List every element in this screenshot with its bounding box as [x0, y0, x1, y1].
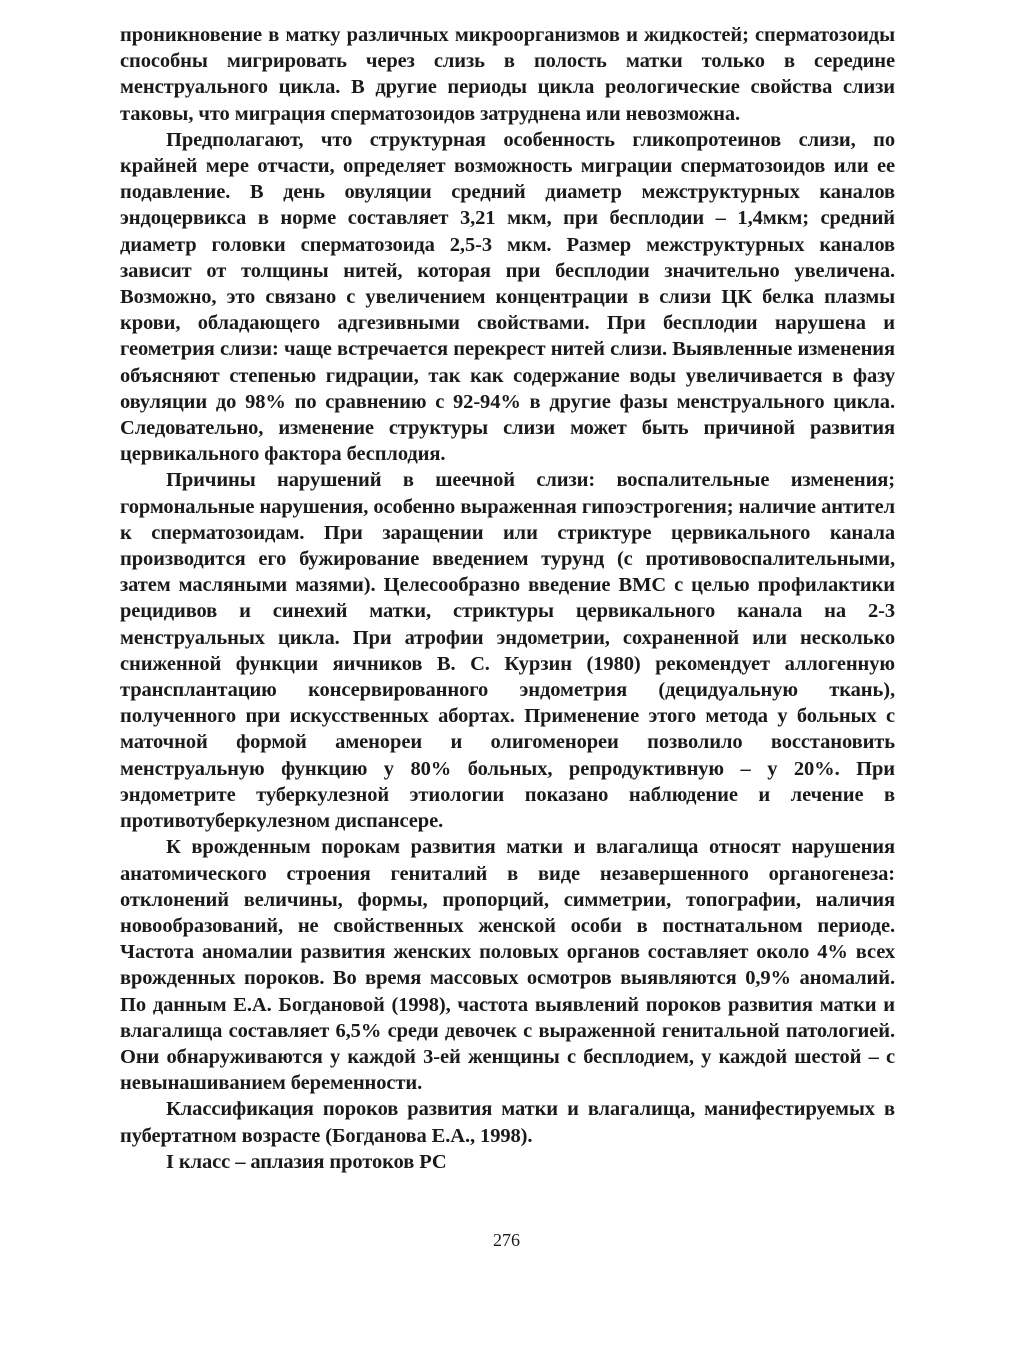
paragraph-classification-intro: Классификация пороков развития матки и влагалища, манифестируемых в пубертатном возрасте (Богданова Е.А., 1998). [120, 1098, 895, 1147]
paragraph-continuation: проникновение в матку различных микроорганизмов и жидкостей; сперматозоиды способны мигрировать через слизь в полость матки только в середине менструального цикла. В другие периоды цикла реологические свойства слизи таковы, что миграция сперматозоидов затруднена или невозможна. [120, 24, 895, 125]
page-number: 276 [493, 1230, 520, 1250]
body-text [120, 22, 895, 1175]
paragraph-glycoprotein-mucus: Предполагают, что структурная особенность гликопротеинов слизи, по крайней мере отчасти, определяет возможность миграции сперматозоидов или ее подавление. В день овуляции средний диаметр межструктурных каналов эндоцервикса в норме составляет 3,21 мкм, при бесплодии – 1,4мкм; средний диаметр головки сперматозоида 2,5-3 мкм. Размер межструктурных каналов зависит от толщины нитей, которая при бесплодии значительно увеличена. Возможно, это связано с увеличением концентрации в слизи ЦК белка плазмы крови, обладающего адгезивными свойствами. При бесплодии нарушена и геометрия слизи: чаще встречается перекрест нитей слизи. Выявленные изменения объясняют степенью гидрации, так как содержание воды увеличивается в фазу овуляции до 98% по сравнению с 92-94% в другие фазы менструального цикла. Следовательно, изменение структуры слизи может быть причиной развития цервикального фактора бесплодия. [120, 128, 895, 466]
paragraph-congenital-malformations: К врожденным порокам развития матки и влагалища относят нарушения анатомического строения гениталий в виде незавершенного органогенеза: отклонений величины, формы, пропорций, симметрии, топографии, наличия новообразований, не свойственных женской особи в постнатальном периоде. Частота аномалии развития женских половых органов составляет около 4% всех врожденных пороков. Во время массовых осмотров выявляются 0,9% аномалий. По данным Е.А. Богдановой (1998), частота выявлений пороков развития матки и влагалища составляет 6,5% среди девочек с выраженной генитальной патологией. Они обнаруживаются у каждой 3-ей женщины с бесплодием, у каждой шестой – с невынашиванием беременности. [120, 836, 895, 1095]
paragraph-cervical-mucus-causes: Причины нарушений в шеечной слизи: воспалительные изменения; гормональные нарушения, особенно выраженная гипоэстрогения; наличие антител к сперматозоидам. При заращении или стриктуре цервикального канала производится его бужирование введением турунд (с противовоспалительными, затем масляными мазями). Целесообразно введение ВМС с целью профилактики рецидивов и синехий матки, стриктуры цервикального канала на 2-3 менструальных цикла. При атрофии эндометрии, сохраненной или несколько сниженной функции яичников В. С. Курзин (1980) рекомендует аллогенную трансплантацию консервированного эндометрия (децидуальную ткань), полученного при искусственных абортах. Применение этого метода у больных с маточной формой аменореи и олигоменореи позволило восстановить менструальную функцию у 80% больных, репродуктивную – у 20%. При эндометрите туберкулезной этиологии показано наблюдение и лечение в противотуберкулезном диспансере. [120, 469, 895, 833]
paragraph-class-one: I класс – аплазия протоков РС [166, 1150, 447, 1173]
